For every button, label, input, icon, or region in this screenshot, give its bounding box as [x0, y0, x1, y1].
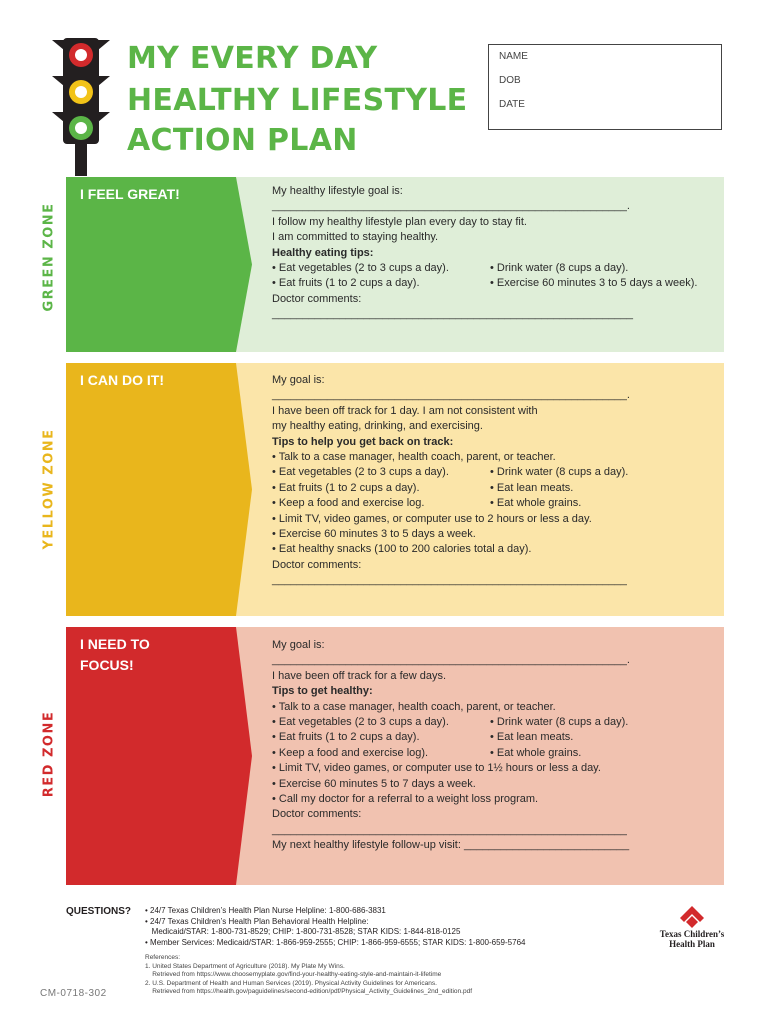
red-intro: I have been off track for a few days.: [272, 669, 447, 682]
yellow-intro-1: I have been off track for 1 day. I am not consistent with: [272, 404, 538, 417]
yellow-tip: • Eat whole grains.: [490, 497, 582, 510]
green-tip: • Eat fruits (1 to 2 cups a day).: [272, 277, 420, 290]
yellow-intro-2: my healthy eating, drinking, and exercising.: [272, 420, 483, 433]
logo-mark-icon: [678, 904, 706, 928]
green-doctor-label: Doctor comments:: [272, 292, 362, 305]
green-tips-heading: Healthy eating tips:: [272, 246, 374, 259]
red-goal-line[interactable]: __________________________________________________________.: [272, 654, 630, 667]
questions-label: QUESTIONS?: [66, 906, 132, 917]
red-zone-side-label: RED ZONE: [41, 710, 57, 798]
red-tip: • Call my doctor for a referral to a weight loss program.: [272, 792, 539, 805]
yellow-tip: • Limit TV, video games, or computer use to 2 hours or less a day.: [272, 512, 592, 525]
green-statement-1: I follow my healthy lifestyle plan every day to stay fit.: [272, 215, 527, 228]
green-zone-side-label: GREEN ZONE: [41, 202, 57, 312]
yellow-tips-heading: Tips to help you get back on track:: [272, 435, 454, 448]
reference-line: References:: [145, 954, 181, 961]
red-tip: • Eat lean meats.: [490, 731, 574, 744]
patient-info-box[interactable]: [488, 44, 722, 130]
red-tip: • Limit TV, video games, or computer use to 1½ hours or less a day.: [272, 762, 601, 775]
yellow-zone-content: [272, 373, 722, 588]
red-tips-heading: Tips to get healthy:: [272, 685, 373, 698]
green-zone-heading: I FEEL GREAT!: [80, 186, 180, 202]
red-zone-content: [272, 638, 722, 853]
green-tip: • Drink water (8 cups a day).: [490, 261, 629, 274]
contact-item: • 24/7 Texas Children’s Health Plan Behavioral Health Helpline:: [145, 916, 369, 926]
yellow-zone-heading: I CAN DO IT!: [80, 372, 164, 388]
red-tip: • Exercise 60 minutes 5 to 7 days a week.: [272, 777, 476, 790]
page-title-line-1: MY EVERY DAY: [127, 41, 378, 76]
contact-item: Medicaid/STAR: 1-800-731-8529; CHIP: 1-800-731-8528; STAR KIDS: 1-844-818-0125: [145, 927, 461, 936]
red-zone-heading-line-1: I NEED TO: [80, 636, 150, 652]
dob-field-label: DOB: [499, 75, 521, 86]
red-zone-heading: [80, 634, 150, 676]
red-zone-heading-line-2: FOCUS!: [80, 657, 134, 673]
red-tip: • Keep a food and exercise log).: [272, 746, 429, 759]
texas-childrens-logo: [656, 904, 728, 954]
green-tip: • Exercise 60 minutes 3 to 5 days a week).: [490, 277, 698, 290]
green-tip: • Eat vegetables (2 to 3 cups a day).: [272, 261, 449, 274]
contact-list: [145, 906, 525, 948]
red-tip: • Eat fruits (1 to 2 cups a day).: [272, 731, 420, 744]
yellow-doctor-label: Doctor comments:: [272, 558, 362, 571]
red-tip: • Eat whole grains.: [490, 746, 582, 759]
yellow-tip: • Eat fruits (1 to 2 cups a day).: [272, 481, 420, 494]
yellow-goal-label: My goal is:: [272, 374, 325, 386]
red-goal-label: My goal is:: [272, 639, 325, 651]
yellow-tip: • Eat lean meats.: [490, 481, 574, 494]
reference-line: Retrieved from https://health.gov/paguidelines/second-edition/pdf/Physical_Activity_Guidelines_2nd_edition.pdf: [145, 988, 473, 996]
logo-text-line-2: Health Plan: [669, 939, 715, 949]
green-goal-line[interactable]: __________________________________________________________.: [272, 200, 630, 213]
traffic-light-icon: [52, 38, 110, 176]
reference-line: 2. U.S. Department of Health and Human Services (2019). Physical Activity Guidelines for Americans.: [145, 979, 437, 987]
reference-line: 1. United States Department of Agriculture (2018). My Plate My Wins.: [145, 962, 345, 970]
green-goal-label: My healthy lifestyle goal is:: [272, 185, 403, 197]
yellow-doctor-line[interactable]: __________________________________________________________: [272, 574, 627, 587]
red-followup-line[interactable]: My next healthy lifestyle follow-up visit: ___________________________: [272, 839, 630, 852]
name-field-label: NAME: [499, 51, 528, 62]
contact-item: • Member Services: Medicaid/STAR: 1-866-959-2555; CHIP: 1-866-959-6555; STAR KIDS: 1-800-659-5764: [145, 937, 526, 947]
green-zone-content: [272, 184, 722, 323]
yellow-tip: • Talk to a case manager, health coach, parent, or teacher.: [272, 450, 556, 463]
yellow-tip: • Eat vegetables (2 to 3 cups a day).: [272, 466, 449, 479]
page-title-line-3: ACTION PLAN: [127, 123, 358, 158]
red-tip: • Eat vegetables (2 to 3 cups a day).: [272, 715, 449, 728]
red-tip: • Drink water (8 cups a day).: [490, 715, 629, 728]
yellow-tip: • Keep a food and exercise log.: [272, 497, 425, 510]
red-doctor-line[interactable]: __________________________________________________________: [272, 823, 627, 836]
yellow-goal-line[interactable]: __________________________________________________________.: [272, 389, 630, 402]
date-field-label: DATE: [499, 99, 525, 110]
logo-text-line-1: Texas Children’s: [659, 929, 725, 939]
page-title-line-2: HEALTHY LIFESTYLE: [127, 83, 468, 118]
green-doctor-line[interactable]: ___________________________________________________________: [272, 308, 633, 321]
red-doctor-label: Doctor comments:: [272, 808, 362, 821]
red-tip: • Talk to a case manager, health coach, parent, or teacher.: [272, 700, 556, 713]
yellow-tip: • Drink water (8 cups a day).: [490, 466, 629, 479]
yellow-tip: • Eat healthy snacks (100 to 200 calories total a day).: [272, 543, 532, 556]
references: [145, 954, 472, 997]
yellow-zone-arrow: [66, 363, 252, 616]
reference-line: Retrieved from https://www.choosemyplate.gov/find-your-healthy-eating-style-and-maintain-it-lifetime: [145, 971, 442, 979]
document-code: CM-0718-302: [40, 988, 107, 999]
yellow-tip: • Exercise 60 minutes 3 to 5 days a week.: [272, 527, 476, 540]
yellow-zone-side-label: YELLOW ZONE: [41, 428, 57, 550]
contact-item: • 24/7 Texas Children’s Health Plan Nurse Helpline: 1-800-686-3831: [145, 906, 386, 915]
green-statement-2: I am committed to staying healthy.: [272, 231, 439, 244]
